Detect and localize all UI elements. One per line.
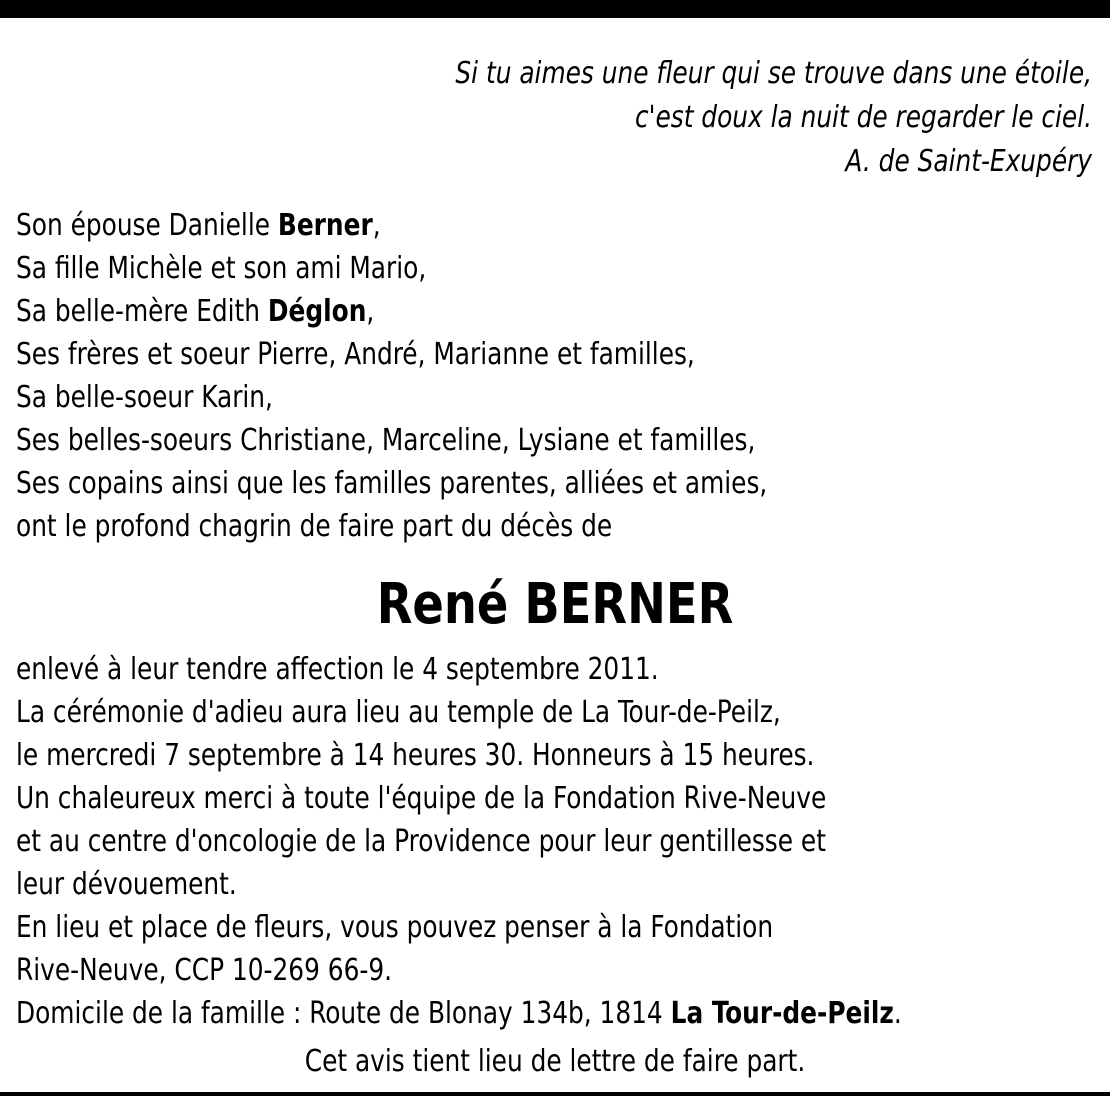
body-line: le mercredi 7 septembre à 14 heures 30. Honneurs à 15 heures. (16, 738, 815, 773)
surname-bold: Berner (277, 208, 373, 243)
family-line: ont le profond chagrin de faire part du décès de (16, 509, 613, 544)
body-line: et au centre d'oncologie de la Providence pour leur gentillesse et (16, 824, 826, 859)
family-line: Sa belle-mère Edith Déglon, (16, 294, 375, 329)
epigraph-author: A. de Saint-Exupéry (845, 144, 1092, 179)
epigraph (172, 52, 1092, 184)
announcement-body (16, 648, 1010, 1035)
address-line: Domicile de la famille : Route de Blonay 134b, 1814 La Tour-de-Peilz. (16, 996, 902, 1031)
closing-note: Cet avis tient lieu de lettre de faire part. (304, 1044, 806, 1079)
body-line: La cérémonie d'adieu aura lieu au temple de La Tour-de-Peilz, (16, 695, 781, 730)
deceased-name: René BERNER (376, 572, 734, 637)
town-bold: La Tour-de-Peilz (670, 996, 894, 1031)
top-border (0, 0, 1110, 18)
family-line: Sa belle-soeur Karin, (16, 380, 273, 415)
surname-bold: Déglon (267, 294, 367, 329)
family-line: Son épouse Danielle Berner, (16, 208, 381, 243)
body-line: En lieu et place de fleurs, vous pouvez penser à la Fondation (16, 910, 774, 945)
body-line: Rive-Neuve, CCP 10-269 66-9. (16, 953, 393, 988)
body-line: Un chaleureux merci à toute l'équipe de la Fondation Rive-Neuve (16, 781, 827, 816)
family-line: Ses copains ainsi que les familles parentes, alliées et amies, (16, 466, 768, 501)
family-list (16, 204, 1000, 548)
family-line: Sa fille Michèle et son ami Mario, (16, 251, 427, 286)
family-line: Ses frères et soeur Pierre, André, Marianne et familles, (16, 337, 695, 372)
body-line: enlevé à leur tendre affection le 4 septembre 2011. (16, 652, 659, 687)
epigraph-line-2: c'est doux la nuit de regarder le ciel. (635, 100, 1092, 135)
bottom-border (0, 1092, 1110, 1096)
family-line: Ses belles-soeurs Christiane, Marceline, Lysiane et familles, (16, 423, 756, 458)
epigraph-line-1: Si tu aimes une fleur qui se trouve dans une étoile, (455, 56, 1093, 91)
body-line: leur dévouement. (16, 867, 237, 902)
